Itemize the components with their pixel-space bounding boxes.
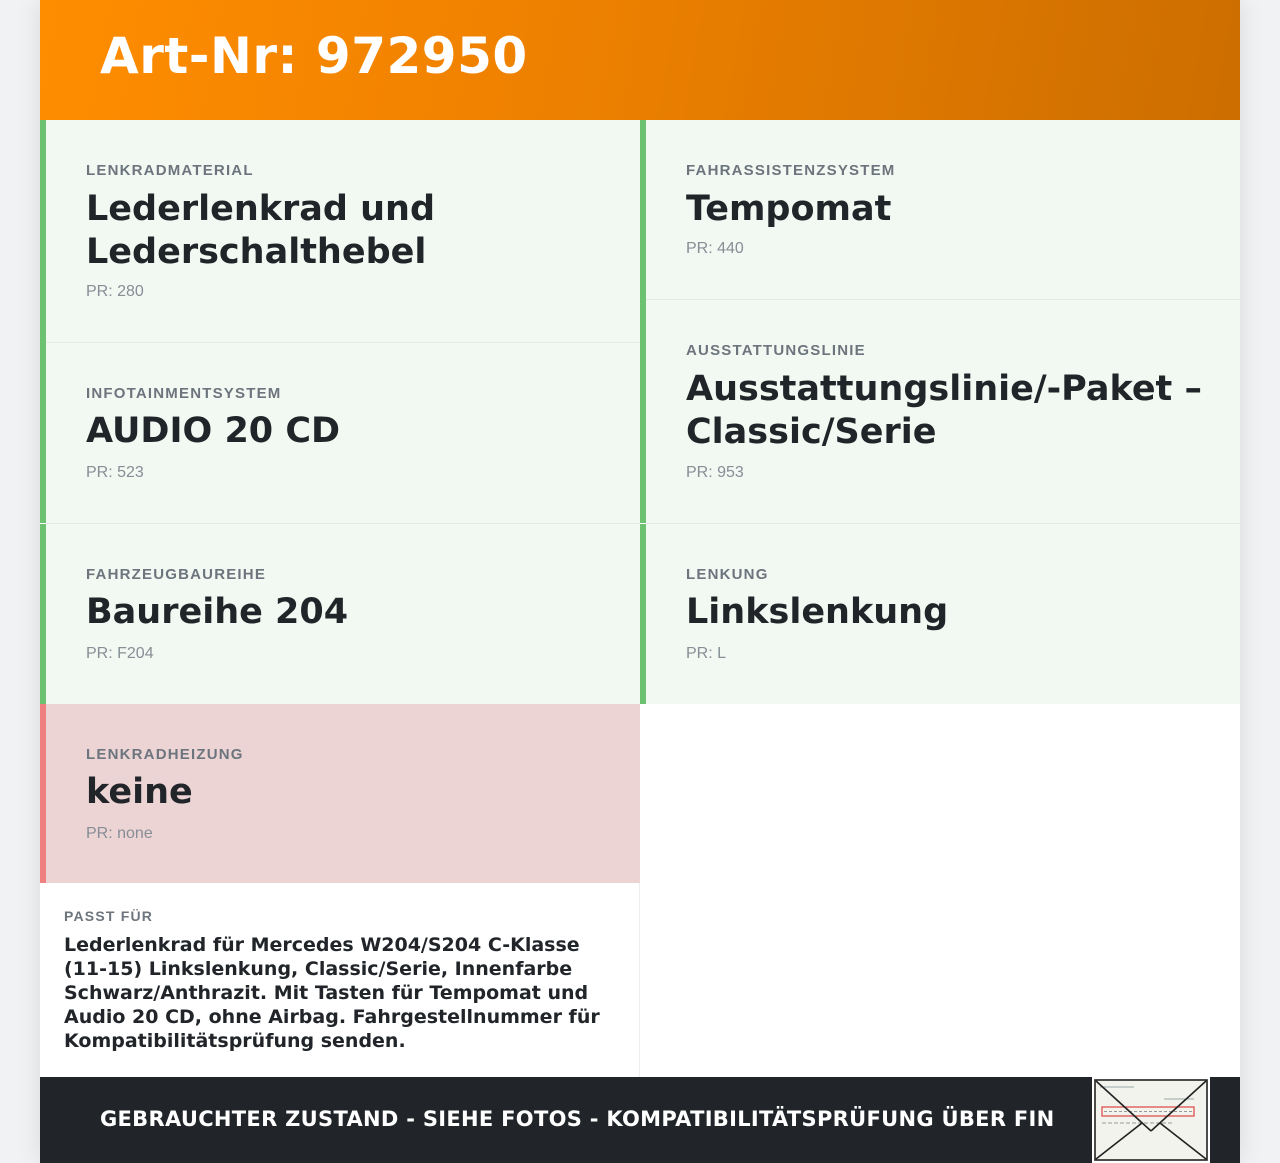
spec-label: LENKUNG bbox=[686, 566, 769, 583]
spec-value: AUDIO 20 CD bbox=[86, 411, 341, 451]
spec-value: Ausstattungslinie/-Paket – Classic/Serie bbox=[686, 369, 1202, 452]
spec-label: FAHRASSISTENZSYSTEM bbox=[686, 162, 896, 179]
spec-value: Baureihe 204 bbox=[86, 592, 349, 632]
envelope-icon bbox=[1094, 1079, 1208, 1161]
spec-pr-code: PR: L bbox=[686, 645, 727, 662]
spec-label: INFOTAINMENTSYSTEM bbox=[86, 385, 282, 402]
fits-description: Lederlenkrad für Mercedes W204/S204 C-Klasse (11-15) Linkslenkung, Classic/Serie, Innenfarbe Schwarz/Anthrazit. Mit Tasten für Tempomat und Audio 20 CD, ohne Airbag. Fahrgestellnummer für Kompatibilitätsprüfung senden. bbox=[64, 934, 600, 1052]
spec-pr-code: PR: F204 bbox=[86, 645, 154, 662]
spec-cell-lenkradheizung bbox=[40, 704, 640, 883]
spec-pr-code: PR: 523 bbox=[86, 464, 144, 481]
spec-value: Linkslenkung bbox=[686, 592, 949, 632]
fin-letter-thumbnail-icon[interactable] bbox=[1092, 1077, 1210, 1163]
article-number-title: Art-Nr: 972950 bbox=[100, 27, 528, 85]
spec-cell-ausstattungslinie bbox=[640, 300, 1240, 523]
spec-cell-fahrassistenzsystem bbox=[640, 120, 1240, 300]
spec-value: Tempomat bbox=[686, 189, 892, 229]
spec-label: FAHRZEUGBAUREIHE bbox=[86, 566, 267, 583]
fits-section bbox=[40, 883, 640, 1077]
spec-pr-code: PR: 280 bbox=[86, 283, 144, 300]
footer-bar bbox=[40, 1077, 1240, 1163]
spec-cell-lenkradmaterial bbox=[40, 120, 640, 343]
spec-value: keine bbox=[86, 772, 193, 812]
spec-pr-code: PR: 953 bbox=[686, 464, 744, 481]
header-bar bbox=[40, 0, 1240, 120]
spec-pr-code: PR: none bbox=[86, 825, 153, 842]
spec-value: Lederlenkrad und Lederschalthebel bbox=[86, 189, 436, 272]
spec-label: LENKRADMATERIAL bbox=[86, 162, 254, 179]
spec-label: LENKRADHEIZUNG bbox=[86, 746, 244, 763]
spec-cell-infotainmentsystem bbox=[40, 343, 640, 523]
spec-pr-code: PR: 440 bbox=[686, 240, 744, 257]
fits-label: PASST FÜR bbox=[64, 908, 154, 924]
spec-cell-fahrzeugbaureihe bbox=[40, 524, 640, 704]
product-sheet bbox=[40, 0, 1240, 1163]
footer-notice: GEBRAUCHTER ZUSTAND - SIEHE FOTOS - KOMPATIBILITÄTSPRÜFUNG ÜBER FIN bbox=[100, 1107, 1055, 1131]
spec-label: AUSSTATTUNGSLINIE bbox=[686, 342, 866, 359]
spec-cell-lenkung bbox=[640, 524, 1240, 704]
